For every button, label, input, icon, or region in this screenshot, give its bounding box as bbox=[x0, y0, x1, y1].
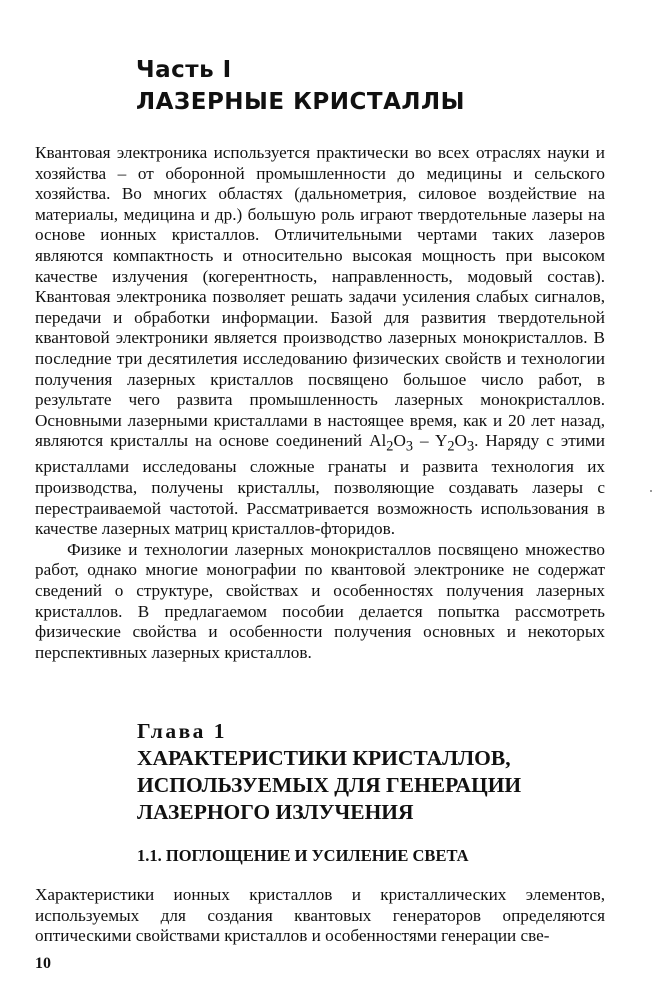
intro-paragraph-1-part-b: . Наряду с этими кристаллами исследованы сложные гранаты и развита технология их производства, получены кристаллы, позволяющие создавать лазеры с перестраиваемой частотой. Рассматривается возможность использования в качестве лазерных матриц кристаллов-фторидов. bbox=[35, 431, 605, 539]
section-paragraph: Характеристики ионных кристаллов и кристаллических элементов, используемых для создания квантовых генераторов определяются оптическими свойствами кристаллов и особенностями генерации све- bbox=[35, 885, 605, 946]
intro-text bbox=[35, 143, 605, 663]
chapter-title-line-2: ИСПОЛЬЗУЕМЫХ ДЛЯ ГЕНЕРАЦИИ bbox=[137, 773, 522, 797]
page-number: 10 bbox=[35, 955, 51, 972]
chapter-title-line-1: ХАРАКТЕРИСТИКИ КРИСТАЛЛОВ, bbox=[137, 746, 511, 770]
formula: $Al_2O_3 - Y_2O_3$ bbox=[369, 431, 475, 455]
section-text bbox=[35, 885, 605, 947]
part-title: ЛАЗЕРНЫЕ КРИСТАЛЛЫ bbox=[136, 89, 465, 115]
part-heading bbox=[136, 54, 465, 118]
section-heading: 1.1. ПОГЛОЩЕНИЕ И УСИЛЕНИЕ СВЕТА bbox=[137, 846, 469, 865]
chapter-title-line-3: ЛАЗЕРНОГО ИЗЛУЧЕНИЯ bbox=[137, 800, 414, 824]
intro-paragraph-2: Физике и технологии лазерных монокристаллов посвящено множество работ, однако многие монографии по квантовой электронике не содержат сведений о структуре, свойствах и особенностях получения лазерных кристаллов. В предлагаемом пособии делается попытка рассмотреть физические свойства и особенности получения основных и некоторых перспективных лазерных кристаллов. bbox=[35, 539, 605, 662]
intro-paragraph-1-part-a: Квантовая электроника используется практически во всех отраслях науки и хозяйства – от оборонной промышленности до медицины и сельского хозяйства. Во многих областях (дальнометрия, силовое воздействие на материалы, медицина и др.) большую роль играют твердотельные лазеры на основе ионных кристаллов. Отличительными чертами таких лазеров являются компактность и относительно высокая мощность при высоком качестве излучения (когерентность, направленность, модовый состав). Квантовая электроника позволяет решать задачи усиления слабых сигналов, передачи и обработки информации. Базой для развития твердотельной квантовой электроники является производство лазерных монокристаллов. В последние три десятилетия исследованию физических свойств и технологии получения лазерных кристаллов посвящено большое число работ, в результате чего развита промышленность лазерных монокристаллов. Основными лазерными кристаллами в настоящее время, как и 20 лет назад, являются кристаллы на основе соединений bbox=[35, 143, 605, 451]
chapter-label: Глава 1 bbox=[137, 719, 228, 743]
chapter-heading bbox=[137, 718, 521, 826]
intro-paragraph-1 bbox=[35, 143, 605, 540]
part-label: Часть I bbox=[136, 57, 232, 83]
scan-speck bbox=[650, 490, 652, 492]
